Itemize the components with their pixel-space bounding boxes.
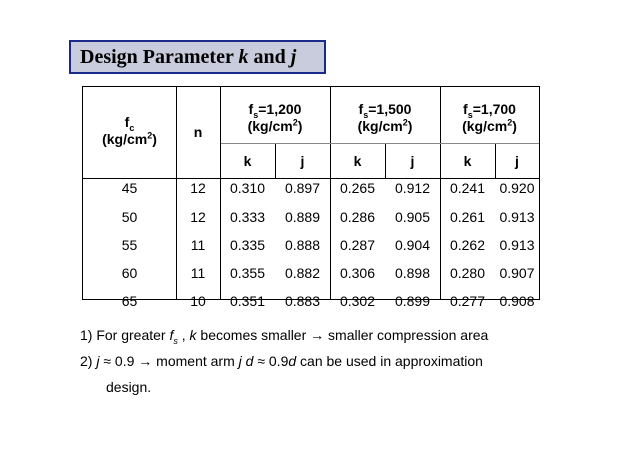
table-cell: 55 xyxy=(121,237,138,253)
table-cell: 12 xyxy=(190,209,206,225)
table-cell: 0.277 xyxy=(449,293,486,309)
fc-header: $f_c$ $(kg/cm^2)$ xyxy=(102,114,157,147)
table-cell: 0.261 xyxy=(449,209,486,225)
note-1: 1) For greater $f_s$ , k becomes smaller → smaller compression area xyxy=(80,327,489,346)
table-cell: 0.899 xyxy=(394,293,431,309)
table-cell: 0.351 xyxy=(229,293,266,309)
table-cell: 65 xyxy=(121,293,138,309)
table-cell: 10 xyxy=(190,293,206,309)
sub-header-k: k xyxy=(463,153,472,169)
table-cell: 0.913 xyxy=(499,209,535,225)
page-title: Design Parameter k and j xyxy=(69,40,326,74)
fs-1500-header: $f_s=1,500$ $(kg/cm^2)$ xyxy=(357,101,413,134)
table-cell: 0.883 xyxy=(284,293,321,309)
table-cell: 0.306 xyxy=(339,265,376,281)
table-cell: 45 xyxy=(121,180,138,196)
parameter-table xyxy=(82,86,540,309)
table-cell: 0.913 xyxy=(499,237,535,253)
table-cell: 0.898 xyxy=(394,265,431,281)
table-cell: 0.907 xyxy=(499,265,535,281)
table-cell: 0.355 xyxy=(229,265,266,281)
note-2-continuation: design. xyxy=(106,379,152,395)
table-cell: 0.286 xyxy=(339,209,376,225)
table-cell: 0.287 xyxy=(339,237,376,253)
sub-header-j: j xyxy=(300,153,305,169)
table-cell: 0.280 xyxy=(449,265,486,281)
table-cell: 0.333 xyxy=(229,209,266,225)
note-2: 2) j ≈ 0.9 → moment arm j d ≈ 0.9d can be used in approximation xyxy=(80,353,483,369)
table-cell: 50 xyxy=(121,209,138,225)
table-cell: 60 xyxy=(121,265,138,281)
sub-header-j: j xyxy=(515,153,519,169)
table-cell: 0.905 xyxy=(394,209,431,225)
table-cell: 0.335 xyxy=(229,237,266,253)
table-cell: 0.265 xyxy=(339,180,376,196)
table-cell: 0.241 xyxy=(449,180,486,196)
table-cell: 0.904 xyxy=(394,237,431,253)
n-header: n xyxy=(193,124,203,140)
sub-header-k: k xyxy=(353,153,362,169)
table-cell: 0.908 xyxy=(499,293,535,309)
table-cell: 12 xyxy=(190,180,206,196)
table-cell: 0.897 xyxy=(284,180,321,196)
table-cell: 0.912 xyxy=(394,180,431,196)
fs-1200-header: $f_s=1,200$ $(kg/cm^2)$ xyxy=(247,101,303,134)
table-cell: 0.262 xyxy=(449,237,486,253)
table-cell: 0.920 xyxy=(499,180,535,196)
table-cell: 0.882 xyxy=(284,265,321,281)
table-cell: 0.310 xyxy=(229,180,266,196)
table-cell: 0.889 xyxy=(284,209,321,225)
notes xyxy=(80,322,488,400)
fs-1700-header: $f_s=1,700$ $(kg/cm^2)$ xyxy=(462,101,517,134)
table-cell: 11 xyxy=(190,237,206,253)
table-cell: 11 xyxy=(190,265,206,281)
table-cell: 0.302 xyxy=(339,293,376,309)
table-cell: 0.888 xyxy=(284,237,321,253)
sub-header-j: j xyxy=(410,153,415,169)
sub-header-k: k xyxy=(243,153,252,169)
